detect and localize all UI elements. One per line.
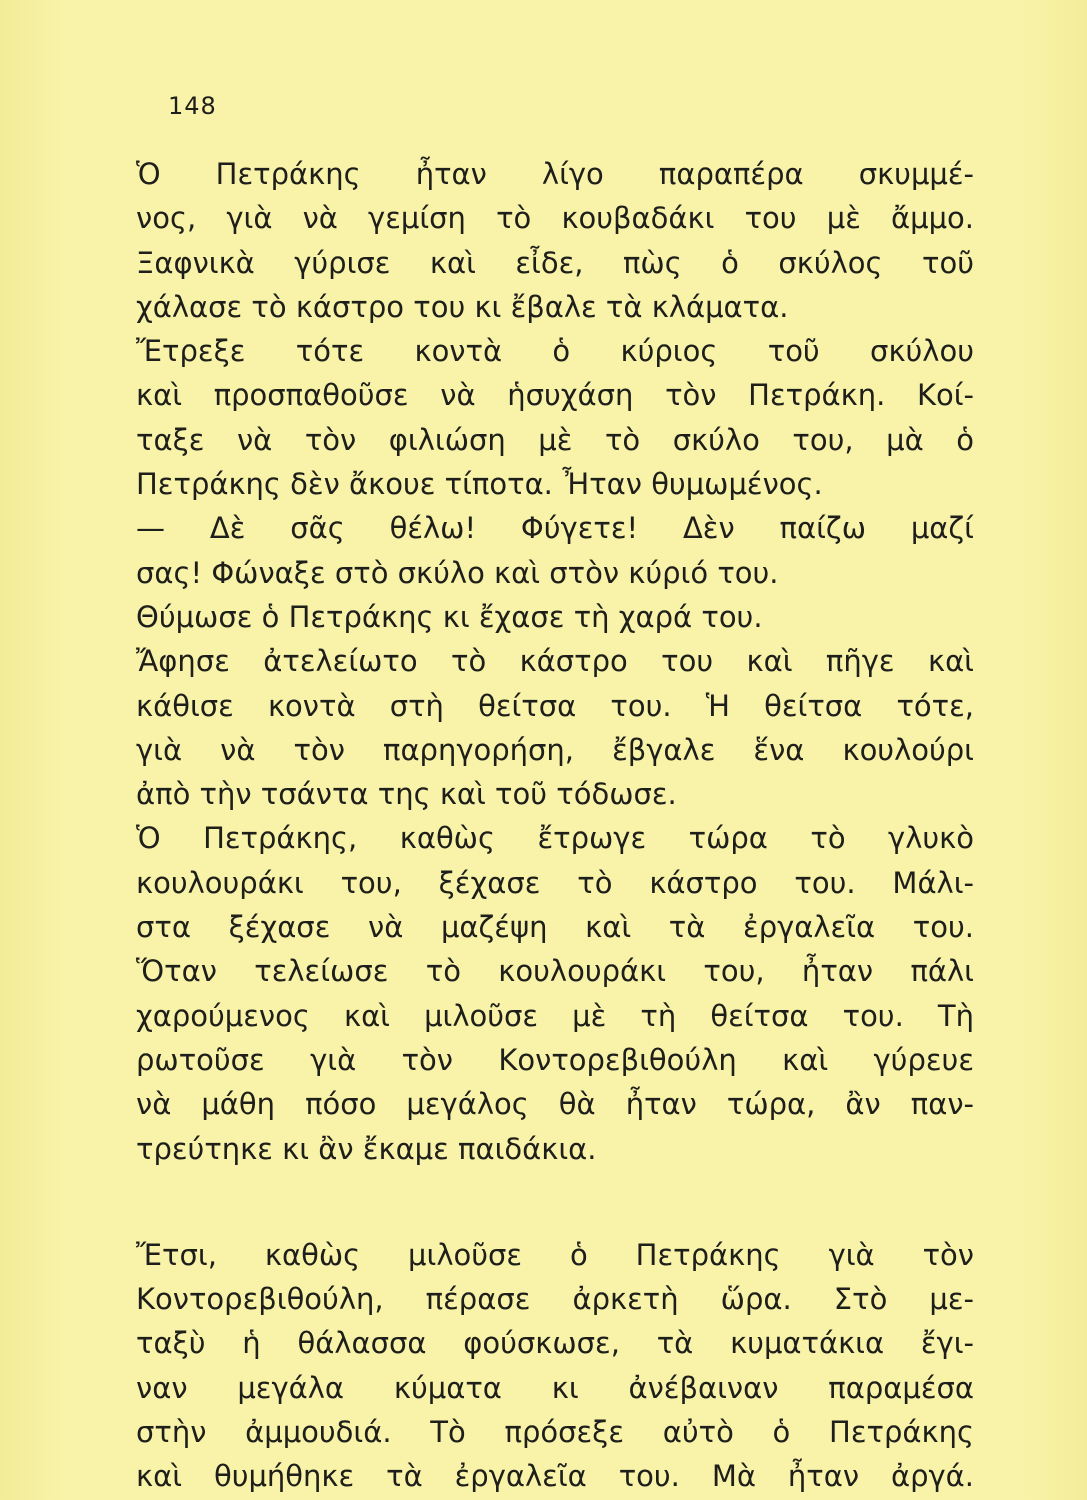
text-line: Ὁ Πετράκης ἦταν λίγο παραπέρα σκυμμέ-: [136, 157, 974, 191]
text-line: ρωτοῦσε γιὰ τὸν Κοντορεβιθούλη καὶ γύρευε: [136, 1042, 974, 1077]
text-line: — Δὲ σᾶς θέλω! Φύγετε! Δὲν παίζω μαζί: [136, 511, 974, 546]
body-text: [136, 152, 974, 1499]
text-line: ταξε νὰ τὸν φιλιώση μὲ τὸ σκύλο του, μὰ ὁ: [136, 422, 974, 457]
paragraph-2: [136, 1233, 974, 1499]
text-line: κάθισε κοντὰ στὴ θείτσα του. Ἡ θείτσα τότε,: [136, 688, 974, 723]
text-line: Πετράκης δὲν ἄκουε τίποτα. Ἦταν θυμωμένος.: [136, 467, 823, 502]
text-line: ταξὺ ἡ θάλασσα φούσκωσε, τὰ κυματάκια ἔγι-: [136, 1326, 974, 1361]
text-line: Ἔτσι, καθὼς μιλοῦσε ὁ Πετράκης γιὰ τὸν: [136, 1237, 974, 1272]
text-line: νος, γιὰ νὰ γεμίση τὸ κουβαδάκι του μὲ ἄμμο.: [136, 201, 974, 236]
text-line: Κοντορεβιθούλη, πέρασε ἀρκετὴ ὥρα. Στὸ με-: [136, 1282, 974, 1317]
text-line: Ἄφησε ἀτελείωτο τὸ κάστρο του καὶ πῆγε καὶ: [136, 644, 974, 679]
text-line: ἀπὸ τὴν τσάντα της καὶ τοῦ τόδωσε.: [136, 777, 677, 812]
text-line: κουλουράκι του, ξέχασε τὸ κάστρο του. Μάλι-: [136, 865, 974, 900]
text-line: Ὁ Πετράκης, καθὼς ἔτρωγε τώρα τὸ γλυκὸ: [136, 821, 974, 856]
page-number: 148: [168, 92, 217, 120]
text-line: καὶ προσπαθοῦσε νὰ ἡσυχάση τὸν Πετράκη. Κοί-: [136, 378, 974, 413]
text-line: Ξαφνικὰ γύρισε καὶ εἶδε, πὼς ὁ σκύλος τοῦ: [136, 245, 974, 280]
text-line: χαρούμενος καὶ μιλοῦσε μὲ τὴ θείτσα του. Τὴ: [136, 998, 974, 1033]
text-line: στὴν ἀμμουδιά. Τὸ πρόσεξε αὐτὸ ὁ Πετράκης: [136, 1415, 974, 1450]
text-line: χάλασε τὸ κάστρο του κι ἔβαλε τὰ κλάματα.: [136, 289, 789, 324]
text-line: Ἔτρεξε τότε κοντὰ ὁ κύριος τοῦ σκύλου: [136, 334, 974, 369]
text-line: τρεύτηκε κι ἂν ἔκαμε παιδάκια.: [136, 1131, 597, 1166]
text-line: Θύμωσε ὁ Πετράκης κι ἔχασε τὴ χαρά του.: [136, 599, 763, 634]
text-line: ναν μεγάλα κύματα κι ἀνέβαιναν παραμέσα: [136, 1370, 974, 1405]
text-line: γιὰ νὰ τὸν παρηγορήση, ἔβγαλε ἕνα κουλούρι: [136, 732, 974, 767]
text-line: σας! Φώναξε στὸ σκύλο καὶ στὸν κύριό του.: [136, 555, 779, 590]
paragraph-1: [136, 152, 974, 1171]
text-line: καὶ θυμήθηκε τὰ ἐργαλεῖα του. Μὰ ἦταν ἀργά.: [136, 1459, 974, 1494]
text-line: στα ξέχασε νὰ μαζέψη καὶ τὰ ἐργαλεῖα του.: [136, 910, 974, 945]
text-line: Ὅταν τελείωσε τὸ κουλουράκι του, ἦταν πάλι: [136, 954, 974, 989]
paragraph-gap: [136, 1171, 974, 1233]
text-line: νὰ μάθη πόσο μεγάλος θὰ ἦταν τώρα, ἂν παν-: [136, 1087, 974, 1122]
